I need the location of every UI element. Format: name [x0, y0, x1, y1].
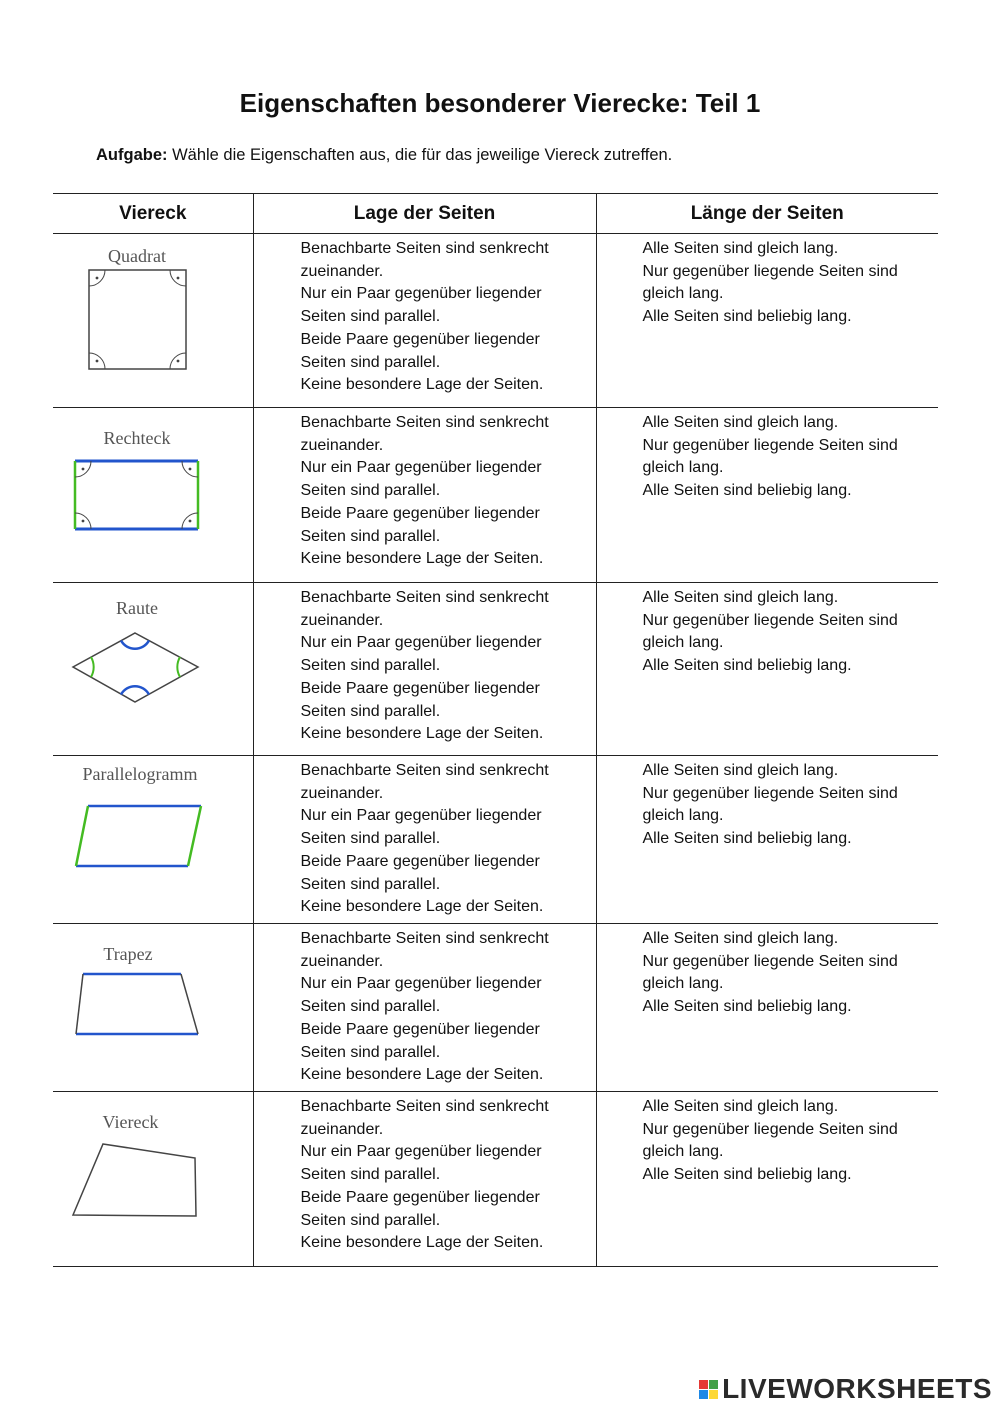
option-text[interactable]: Seiten sind parallel. [300, 353, 441, 371]
shape-cell-viereck [53, 1092, 253, 1267]
laenge-cell [596, 234, 938, 408]
parallelogram-figure [53, 800, 243, 872]
option-text[interactable]: Beide Paare gegenüber liegender [300, 852, 540, 870]
option-text[interactable]: Beide Paare gegenüber liegender [300, 504, 540, 522]
lage-cell [253, 756, 596, 924]
lage-cell [253, 583, 596, 756]
task-label: Aufgabe: [96, 146, 168, 164]
option-text[interactable]: Nur ein Paar gegenüber liegender [300, 975, 542, 993]
shape-name: Raute [116, 598, 158, 618]
option-text[interactable]: Beide Paare gegenüber liegender [300, 1020, 540, 1038]
option-text[interactable]: Alle Seiten sind beliebig lang. [642, 308, 852, 326]
option-text[interactable]: Alle Seiten sind gleich lang. [642, 240, 839, 257]
lage-cell [253, 1092, 596, 1267]
table-header-row [53, 194, 938, 234]
option-text[interactable]: Alle Seiten sind beliebig lang. [642, 830, 852, 848]
table-row-quadrat [53, 234, 938, 408]
option-text[interactable]: Alle Seiten sind gleich lang. [642, 930, 839, 947]
option-text[interactable]: Alle Seiten sind gleich lang. [642, 414, 839, 431]
rhombus-figure [53, 627, 243, 709]
laenge-cell [596, 924, 938, 1092]
option-text[interactable]: Keine besondere Lage der Seiten. [300, 898, 544, 916]
option-text[interactable]: gleich lang. [642, 285, 724, 303]
option-text[interactable]: Seiten sind parallel. [300, 482, 441, 500]
option-text[interactable]: Keine besondere Lage der Seiten. [300, 1234, 544, 1252]
option-text[interactable]: Seiten sind parallel. [300, 702, 441, 720]
option-text[interactable]: Benachbarte Seiten sind senkrecht [300, 589, 549, 606]
logo-icon [699, 1380, 718, 1399]
task-instruction [96, 146, 672, 165]
option-text[interactable]: gleich lang. [642, 634, 724, 652]
option-text[interactable]: Nur ein Paar gegenüber liegender [300, 634, 542, 652]
option-text[interactable]: Keine besondere Lage der Seiten. [300, 1066, 544, 1084]
shape-name: Quadrat [108, 246, 166, 266]
header-viereck: Viereck [53, 194, 253, 234]
shape-name: Parallelogramm [82, 764, 198, 784]
quadrilateral-table [53, 193, 938, 1267]
option-text[interactable]: Nur gegenüber liegende Seiten sind [642, 784, 898, 802]
option-text[interactable]: Alle Seiten sind gleich lang. [642, 1098, 839, 1115]
option-text[interactable]: Alle Seiten sind gleich lang. [642, 589, 839, 606]
option-text[interactable]: gleich lang. [642, 459, 724, 477]
shape-name: Rechteck [103, 428, 171, 448]
option-text[interactable]: Seiten sind parallel. [300, 998, 441, 1016]
shape-cell-quadrat [53, 234, 253, 408]
rectangle-figure [53, 456, 243, 536]
option-text[interactable]: Seiten sind parallel. [300, 1043, 441, 1061]
option-text[interactable]: zueinander. [300, 1120, 384, 1138]
option-text[interactable]: Seiten sind parallel. [300, 308, 441, 326]
logo-text: LIVEWORKSHEETS [722, 1373, 992, 1404]
option-text[interactable]: Nur gegenüber liegende Seiten sind [642, 1120, 898, 1138]
shape-cell-parallelogramm [53, 756, 253, 924]
option-text[interactable]: Alle Seiten sind gleich lang. [642, 762, 839, 779]
option-text[interactable]: zueinander. [300, 611, 384, 629]
option-text[interactable]: Benachbarte Seiten sind senkrecht [300, 762, 549, 779]
laenge-cell [596, 583, 938, 756]
option-text[interactable]: Alle Seiten sind beliebig lang. [642, 657, 852, 675]
lage-cell [253, 924, 596, 1092]
option-text[interactable]: Alle Seiten sind beliebig lang. [642, 482, 852, 500]
option-text[interactable]: Nur gegenüber liegende Seiten sind [642, 436, 898, 454]
header-lage: Lage der Seiten [253, 194, 596, 234]
option-text[interactable]: zueinander. [300, 436, 384, 454]
option-text[interactable]: Seiten sind parallel. [300, 875, 441, 893]
task-text: Wähle die Eigenschaften aus, die für das jeweilige Viereck zutreffen. [167, 146, 673, 164]
option-text[interactable]: Alle Seiten sind beliebig lang. [642, 998, 852, 1016]
option-text[interactable]: Seiten sind parallel. [300, 1211, 441, 1229]
option-text[interactable]: Keine besondere Lage der Seiten. [300, 725, 544, 743]
option-text[interactable]: Beide Paare gegenüber liegender [300, 679, 540, 697]
table-row-viereck [53, 1092, 938, 1267]
option-text[interactable]: gleich lang. [642, 807, 724, 825]
option-text[interactable]: Nur gegenüber liegende Seiten sind [642, 611, 898, 629]
header-laenge: Länge der Seiten [596, 194, 938, 234]
option-text[interactable]: Benachbarte Seiten sind senkrecht [300, 1098, 549, 1115]
option-text[interactable]: Seiten sind parallel. [300, 1166, 441, 1184]
shape-cell-rechteck [53, 408, 253, 583]
option-text[interactable]: Nur ein Paar gegenüber liegender [300, 1143, 542, 1161]
lage-cell [253, 234, 596, 408]
option-text[interactable]: Benachbarte Seiten sind senkrecht [300, 240, 549, 257]
trapezoid-figure [53, 968, 243, 1044]
shape-cell-raute [53, 583, 253, 756]
option-text[interactable]: Alle Seiten sind beliebig lang. [642, 1166, 852, 1184]
option-text[interactable]: Nur gegenüber liegende Seiten sind [642, 262, 898, 280]
option-text[interactable]: Seiten sind parallel. [300, 830, 441, 848]
option-text[interactable]: gleich lang. [642, 975, 724, 993]
lage-cell [253, 408, 596, 583]
option-text[interactable]: zueinander. [300, 262, 384, 280]
option-text[interactable]: Nur ein Paar gegenüber liegender [300, 807, 542, 825]
laenge-cell [596, 1092, 938, 1267]
table-row-raute [53, 583, 938, 756]
liveworksheets-logo[interactable] [699, 1373, 992, 1405]
option-text[interactable]: Benachbarte Seiten sind senkrecht [300, 414, 549, 431]
table-row-rechteck [53, 408, 938, 583]
laenge-cell [596, 756, 938, 924]
option-text[interactable]: Seiten sind parallel. [300, 527, 441, 545]
quadrilateral-figure [53, 1138, 243, 1220]
table-row-parallelogramm [53, 756, 938, 924]
option-text[interactable]: gleich lang. [642, 1143, 724, 1161]
option-text[interactable]: Nur ein Paar gegenüber liegender [300, 459, 542, 477]
option-text[interactable]: Nur gegenüber liegende Seiten sind [642, 952, 898, 970]
option-text[interactable]: zueinander. [300, 784, 384, 802]
option-text[interactable]: zueinander. [300, 952, 384, 970]
page-title: Eigenschaften besonderer Vierecke: Teil 1 [239, 88, 761, 118]
shape-name: Trapez [103, 944, 153, 964]
shape-cell-trapez [53, 924, 253, 1092]
option-text[interactable]: Beide Paare gegenüber liegender [300, 1188, 540, 1206]
option-text[interactable]: Beide Paare gegenüber liegender [300, 330, 540, 348]
option-text[interactable]: Keine besondere Lage der Seiten. [300, 376, 544, 394]
table-row-trapez [53, 924, 938, 1092]
option-text[interactable]: Benachbarte Seiten sind senkrecht [300, 930, 549, 947]
option-text[interactable]: Nur ein Paar gegenüber liegender [300, 285, 542, 303]
option-text[interactable]: Seiten sind parallel. [300, 657, 441, 675]
square-figure [53, 266, 243, 376]
shape-name: Viereck [102, 1112, 159, 1132]
option-text[interactable]: Keine besondere Lage der Seiten. [300, 550, 544, 568]
laenge-cell [596, 408, 938, 583]
